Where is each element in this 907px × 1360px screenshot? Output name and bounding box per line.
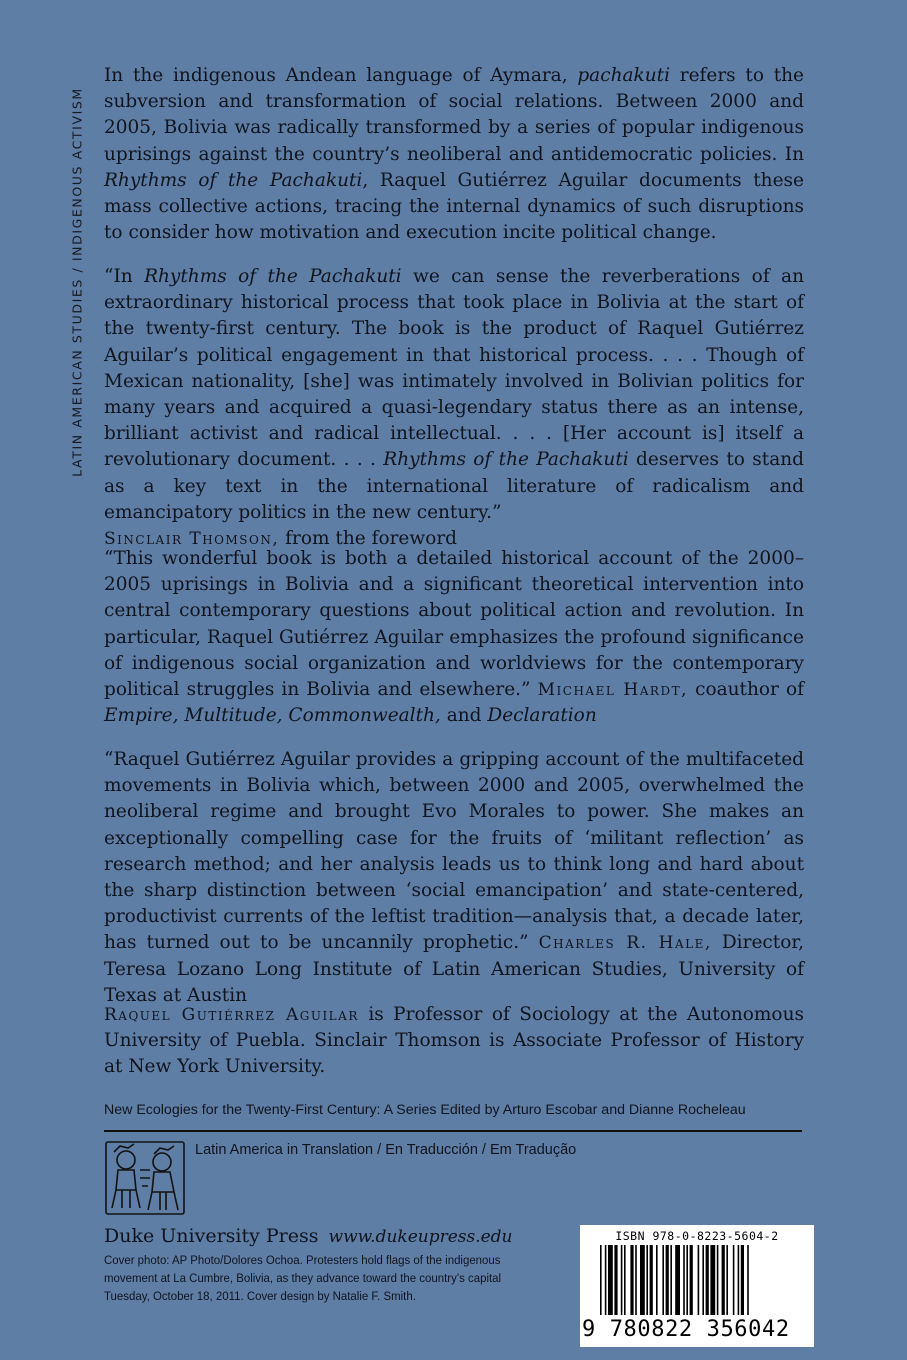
endorsement-thomson: “In Rhythms of the Pachakuti we can sense the reverberations of an extraordinary historical process that took place in Bolivia at the start of the twenty-first century. The book is the product of Raquel Gutiérrez Aguilar’s political engagement in that historical process. . . . Though of Mexican nationality, [she] was intimately involved in Bolivian politics for many years and acquired a quasi-legendary status there as an intense, brilliant activist and radical intellectual. . . . [Her account is] itself a revolutionary document. . . . Rhythms of the Pachakuti deserves to stand as a key text in the international literature of radicalism and emancipatory politics in the new century.” Sinclair Thomson, from the foreword <box>104 266 804 550</box>
divider-rule <box>104 1130 802 1132</box>
translation-series: Latin America in Translation / En Traducción / Em Tradução <box>195 1142 577 1158</box>
codex-illustration-icon <box>104 1140 186 1216</box>
description-paragraph: In the indigenous Andean language of Aymara, pachakuti refers to the subversion and transformation of social relations. Between 2000 and 2005, Bolivia was radically transformed by a series of popular indigenous uprisings against the country’s neoliberal and antidemocratic policies. In Rhythms of the Pachakuti, Raquel Gutiérrez Aguilar documents these mass collective actions, tracing the internal dynamics of such disruptions to consider how motivation and execution incite political change. <box>104 65 805 244</box>
series-line: New Ecologies for the Twenty-First Century: A Series Edited by Arturo Escobar and Dianne Rocheleau <box>104 1102 746 1118</box>
isbn-barcode <box>580 1225 814 1347</box>
endorsement-hale: “Raquel Gutiérrez Aguilar provides a gripping account of the multifaceted movements in Bolivia which, between 2000 and 2005, overwhelmed the neoliberal regime and brought Evo Morales to power. She makes an exceptionally compelling case for the fruits of ‘militant reflection’ as research method; and her analysis leads us to think long and hard about the sharp distinction between ‘social emancipation’ and state-centered, productivist currents of the leftist tradition—analysis that, a decade later, has turned out to be uncannily prophetic.” Charles R. Hale, Director, Teresa Lozano Long Institute of Latin American Studies, University of Texas at Austin <box>104 749 805 1006</box>
endorser-name: Sinclair Thomson, <box>104 529 280 550</box>
author-name: Raquel Gutiérrez Aguilar <box>104 1005 359 1025</box>
category-label: LATIN AMERICAN STUDIES / INDIGENOUS ACTIVISM <box>69 87 85 477</box>
spine-category <box>62 62 92 502</box>
isbn-number: ISBN 978-0-8223-5604-2 <box>615 1229 779 1243</box>
endorser-name: Michael Hardt, <box>537 680 688 701</box>
endorser-name: Charles R. Hale, <box>538 933 712 954</box>
publisher-name: Duke University Press <box>104 1225 319 1247</box>
barcode-bars <box>590 1245 804 1317</box>
author-bio: Raquel Gutiérrez Aguilar is Professor of Sociology at the Autonomous University of Puebla. Sinclair Thomson is Associate Professor of History at New York University. <box>104 1004 804 1078</box>
endorsement-hardt: “This wonderful book is both a detailed historical account of the 2000–2005 uprisings in Bolivia and a significant theoretical intervention into central contemporary questions about political action and revolution. In particular, Raquel Gutiérrez Aguilar emphasizes the profound significance of indigenous social organization and worldviews for the contemporary political struggles in Bolivia and elsewhere.” Michael Hardt, coauthor of Empire, Multitude, Commonwealth, and Declaration <box>104 548 804 727</box>
publisher-line <box>104 1225 513 1247</box>
publisher-url: www.dukeupress.edu <box>328 1227 513 1247</box>
barcode-digits: 9 780822 356042 <box>582 1317 790 1342</box>
cover-credits: Cover photo: AP Photo/Dolores Ochoa. Protesters hold flags of the indigenous movement at La Cumbre, Bolivia, as they advance toward the country’s capital Tuesday, October 18, 2011. Cover design by Natalie F. Smith. <box>104 1253 502 1303</box>
